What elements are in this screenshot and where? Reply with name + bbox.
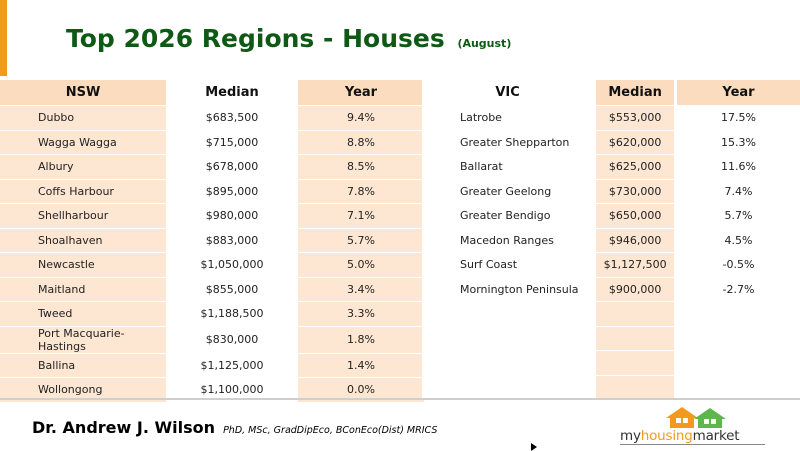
vic-cell-year: -0.5% [677, 253, 800, 278]
vic-cell-region: Ballarat [422, 155, 593, 180]
vic-cell-year: 17.5% [677, 106, 800, 131]
vic-cell-region: Surf Coast [422, 253, 593, 278]
nsw-cell-median: $855,000 [169, 277, 295, 302]
vic-empty-cell [422, 375, 593, 400]
accent-bar [0, 0, 7, 76]
vic-cell-median: $553,000 [596, 106, 674, 131]
nsw-table-row [0, 277, 424, 302]
nsw-cell-region: Newcastle [0, 253, 166, 278]
nsw-cell-year: 8.8% [298, 130, 424, 155]
nsw-cell-median: $830,000 [169, 326, 295, 353]
vic-table-row [422, 106, 800, 131]
nsw-table-row [0, 204, 424, 229]
nsw-cell-median: $895,000 [169, 179, 295, 204]
vic-header-median: Median [596, 80, 674, 106]
vic-empty-cell [596, 351, 674, 376]
vic-table-row [422, 204, 800, 229]
nsw-cell-year: 7.8% [298, 179, 424, 204]
vic-cell-region: Latrobe [422, 106, 593, 131]
nsw-cell-median: $1,125,000 [169, 353, 295, 378]
vic-cell-region: Mornington Peninsula [422, 277, 593, 302]
vic-empty-cell [422, 302, 593, 327]
author-credentials: PhD, MSc, GradDipEco, BConEco(Dist) MRICS [223, 425, 438, 436]
nsw-cell-year: 1.8% [298, 326, 424, 353]
vic-cell-region: Greater Bendigo [422, 204, 593, 229]
page-title [66, 24, 511, 53]
footer-divider [0, 398, 800, 400]
vic-cell-year: 5.7% [677, 204, 800, 229]
vic-header-year: Year [677, 80, 800, 106]
vic-cell-median: $625,000 [596, 155, 674, 180]
nsw-header-year: Year [298, 80, 424, 106]
nsw-cell-region: Coffs Harbour [0, 179, 166, 204]
vic-table-row [422, 228, 800, 253]
nsw-cell-median: $883,000 [169, 228, 295, 253]
houses-logo-icon [664, 404, 734, 428]
nsw-cell-region: Shellharbour [0, 204, 166, 229]
vic-cell-year: 15.3% [677, 130, 800, 155]
author-signature [32, 418, 437, 437]
vic-cell-year: 7.4% [677, 179, 800, 204]
nsw-header-region: NSW [0, 80, 166, 106]
vic-table-row [422, 351, 800, 376]
vic-cell-median: $900,000 [596, 277, 674, 302]
nsw-table-row [0, 253, 424, 278]
nsw-cell-median: $683,500 [169, 106, 295, 131]
vic-cell-year: 4.5% [677, 228, 800, 253]
myhousingmarket-logo [620, 404, 780, 444]
nsw-table-row [0, 179, 424, 204]
vic-empty-cell [677, 375, 800, 400]
nsw-table-row [0, 106, 424, 131]
nsw-cell-median: $980,000 [169, 204, 295, 229]
vic-cell-region: Greater Shepparton [422, 130, 593, 155]
nsw-cell-year: 1.4% [298, 353, 424, 378]
nsw-table-row [0, 228, 424, 253]
nsw-table [0, 80, 424, 403]
nsw-cell-year: 7.1% [298, 204, 424, 229]
vic-empty-cell [422, 351, 593, 376]
nsw-cell-median: $715,000 [169, 130, 295, 155]
mouse-cursor-icon [531, 443, 537, 451]
nsw-table-row [0, 130, 424, 155]
nsw-cell-region: Wollongong [0, 378, 166, 403]
vic-cell-year: -2.7% [677, 277, 800, 302]
vic-empty-cell [677, 326, 800, 351]
vic-table-row [422, 375, 800, 400]
nsw-cell-year: 3.4% [298, 277, 424, 302]
vic-empty-cell [596, 302, 674, 327]
nsw-cell-region: Port Macquarie-Hastings [0, 326, 166, 353]
vic-cell-median: $620,000 [596, 130, 674, 155]
nsw-cell-year: 8.5% [298, 155, 424, 180]
nsw-cell-region: Albury [0, 155, 166, 180]
nsw-table-row [0, 353, 424, 378]
nsw-cell-year: 3.3% [298, 302, 424, 327]
vic-table-row [422, 302, 800, 327]
nsw-table-row [0, 155, 424, 180]
vic-cell-region: Greater Geelong [422, 179, 593, 204]
vic-empty-cell [422, 326, 593, 351]
nsw-cell-region: Wagga Wagga [0, 130, 166, 155]
nsw-header-row [0, 80, 424, 106]
nsw-cell-median: $1,188,500 [169, 302, 295, 327]
vic-cell-median: $650,000 [596, 204, 674, 229]
logo-text: myhousingmarket [620, 428, 740, 444]
vic-empty-cell [596, 326, 674, 351]
vic-table-row [422, 130, 800, 155]
nsw-cell-year: 5.0% [298, 253, 424, 278]
nsw-cell-region: Tweed [0, 302, 166, 327]
logo-underline [620, 444, 765, 445]
nsw-table-row [0, 326, 424, 353]
author-name: Dr. Andrew J. Wilson [32, 418, 215, 437]
nsw-cell-region: Shoalhaven [0, 228, 166, 253]
title-text: Top 2026 Regions - Houses [66, 24, 445, 53]
vic-cell-median: $1,127,500 [596, 253, 674, 278]
nsw-cell-median: $1,100,000 [169, 378, 295, 403]
nsw-cell-median: $678,000 [169, 155, 295, 180]
nsw-cell-region: Ballina [0, 353, 166, 378]
vic-table-row [422, 155, 800, 180]
vic-table [422, 80, 800, 400]
vic-table-row [422, 277, 800, 302]
nsw-cell-region: Maitland [0, 277, 166, 302]
vic-cell-region: Macedon Ranges [422, 228, 593, 253]
vic-table-row [422, 326, 800, 351]
vic-table-row [422, 179, 800, 204]
vic-cell-median: $946,000 [596, 228, 674, 253]
title-subtitle: (August) [457, 37, 512, 50]
vic-empty-cell [677, 302, 800, 327]
vic-header-region: VIC [422, 80, 593, 106]
nsw-cell-year: 9.4% [298, 106, 424, 131]
vic-table-row [422, 253, 800, 278]
vic-empty-cell [596, 375, 674, 400]
nsw-header-median: Median [169, 80, 295, 106]
vic-header-row [422, 80, 800, 106]
vic-cell-median: $730,000 [596, 179, 674, 204]
vic-empty-cell [677, 351, 800, 376]
nsw-cell-year: 0.0% [298, 378, 424, 403]
nsw-table-row [0, 302, 424, 327]
nsw-cell-region: Dubbo [0, 106, 166, 131]
nsw-cell-median: $1,050,000 [169, 253, 295, 278]
vic-cell-year: 11.6% [677, 155, 800, 180]
nsw-cell-year: 5.7% [298, 228, 424, 253]
